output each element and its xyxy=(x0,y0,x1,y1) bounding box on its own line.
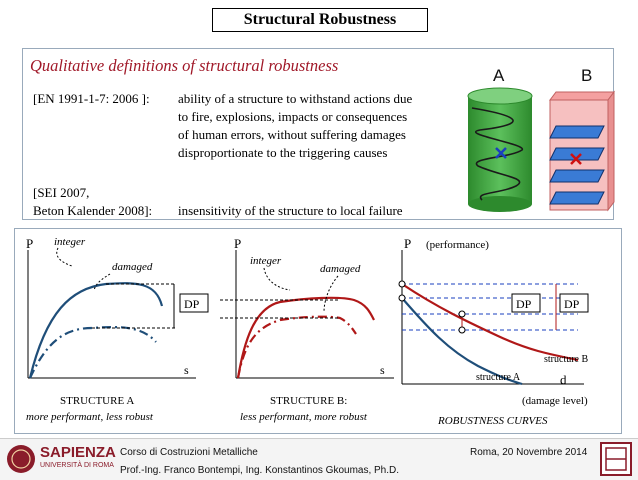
chart1-damaged-curve xyxy=(30,327,156,378)
chart3-point xyxy=(399,281,405,287)
university-seal-icon xyxy=(6,442,36,476)
chart1-integer-curve xyxy=(30,283,162,378)
floor-plate xyxy=(550,126,604,138)
figure-label-b: B xyxy=(581,66,593,85)
floor-plate xyxy=(550,170,604,182)
chart1-y-label: P xyxy=(26,236,34,251)
box-top xyxy=(550,92,614,100)
chart2-caption-title: STRUCTURE B: xyxy=(270,395,348,407)
chart2-integer-arrow xyxy=(264,268,290,290)
university-logo-text: SAPIENZA xyxy=(40,444,116,461)
chart2-y-label: P xyxy=(234,236,242,251)
chart2-caption-sub: less performant, more robust xyxy=(240,411,367,423)
chart3-point xyxy=(459,327,465,333)
chart-structure-a xyxy=(16,232,216,432)
chart3-caption: ROBUSTNESS CURVES xyxy=(438,415,548,427)
chart1-damaged-arrow xyxy=(94,274,110,290)
footer-course: Corso di Costruzioni Metalliche xyxy=(120,447,258,458)
ref-line: Beton Kalender 2008]: xyxy=(33,203,153,218)
chart3-point xyxy=(399,295,405,301)
chart2-damaged-arrow xyxy=(324,276,338,312)
cylinder-figure-a xyxy=(460,86,540,216)
stamp-logo-icon xyxy=(600,442,632,476)
chart1-damaged-label: damaged xyxy=(112,261,153,273)
definition-line: ability of a structure to withstand actions due xyxy=(178,91,413,106)
chart2-damaged-label: damaged xyxy=(320,263,361,275)
chart2-x-label: s xyxy=(380,363,385,377)
chart3-structure-b-label: structure B xyxy=(544,354,589,365)
chart3-dp-label-a: DP xyxy=(516,297,532,311)
chart3-structure-b-curve xyxy=(402,284,578,360)
definition-line: disproportionate to the triggering causes xyxy=(178,145,388,160)
definition-line: to fire, explosions, impacts or consequences xyxy=(178,109,408,124)
university-logo-sub: UNIVERSITÀ DI ROMA xyxy=(40,462,114,469)
section-heading: Qualitative definitions of structural robustness xyxy=(30,56,339,75)
chart1-caption-sub: more performant, less robust xyxy=(26,411,153,423)
chart1-x-label: s xyxy=(184,363,189,377)
chart3-y-label: P xyxy=(404,236,412,251)
figure-label-a: A xyxy=(493,66,505,85)
chart2-integer-curve xyxy=(238,298,374,378)
ref-line: [SEI 2007, xyxy=(33,185,90,200)
chart1-dp-label: DP xyxy=(184,297,200,311)
ref-en1991: [EN 1991-1-7: 2006 ]: xyxy=(33,91,150,106)
cylinder-top xyxy=(468,88,532,104)
ref-sei2007 xyxy=(33,184,152,220)
chart3-x-label: d xyxy=(560,372,567,387)
chart-structure-b xyxy=(220,232,400,432)
chart1-integer-label: integer xyxy=(54,236,86,248)
slide-title: Structural Robustness xyxy=(212,8,428,32)
footer-authors: Prof.-Ing. Franco Bontempi, Ing. Konstantinos Gkoumas, Ph.D. xyxy=(120,465,400,476)
chart2-integer-label: integer xyxy=(250,255,282,267)
chart3-y-note: (performance) xyxy=(426,239,489,251)
box-figure-b xyxy=(542,86,620,216)
chart1-caption-title: STRUCTURE A xyxy=(60,395,135,407)
chart1-integer-arrow xyxy=(57,248,72,266)
chart2-damaged-curve xyxy=(238,317,356,378)
cylinder-bottom xyxy=(468,196,532,212)
chart3-x-note: (damage level) xyxy=(522,395,588,407)
chart-robustness-curves xyxy=(398,232,620,432)
definition-sei2007: insensitivity of the structure to local failure xyxy=(178,203,403,218)
definition-en1991 xyxy=(178,90,458,162)
chart3-dp-label-b: DP xyxy=(564,297,580,311)
box-side xyxy=(608,92,614,210)
footer-place-date: Roma, 20 Novembre 2014 xyxy=(470,447,588,458)
definition-line: of human errors, without suffering damages xyxy=(178,127,406,142)
chart3-point xyxy=(459,311,465,317)
floor-plate xyxy=(550,192,604,204)
chart3-structure-a-label: structure A xyxy=(476,372,521,383)
